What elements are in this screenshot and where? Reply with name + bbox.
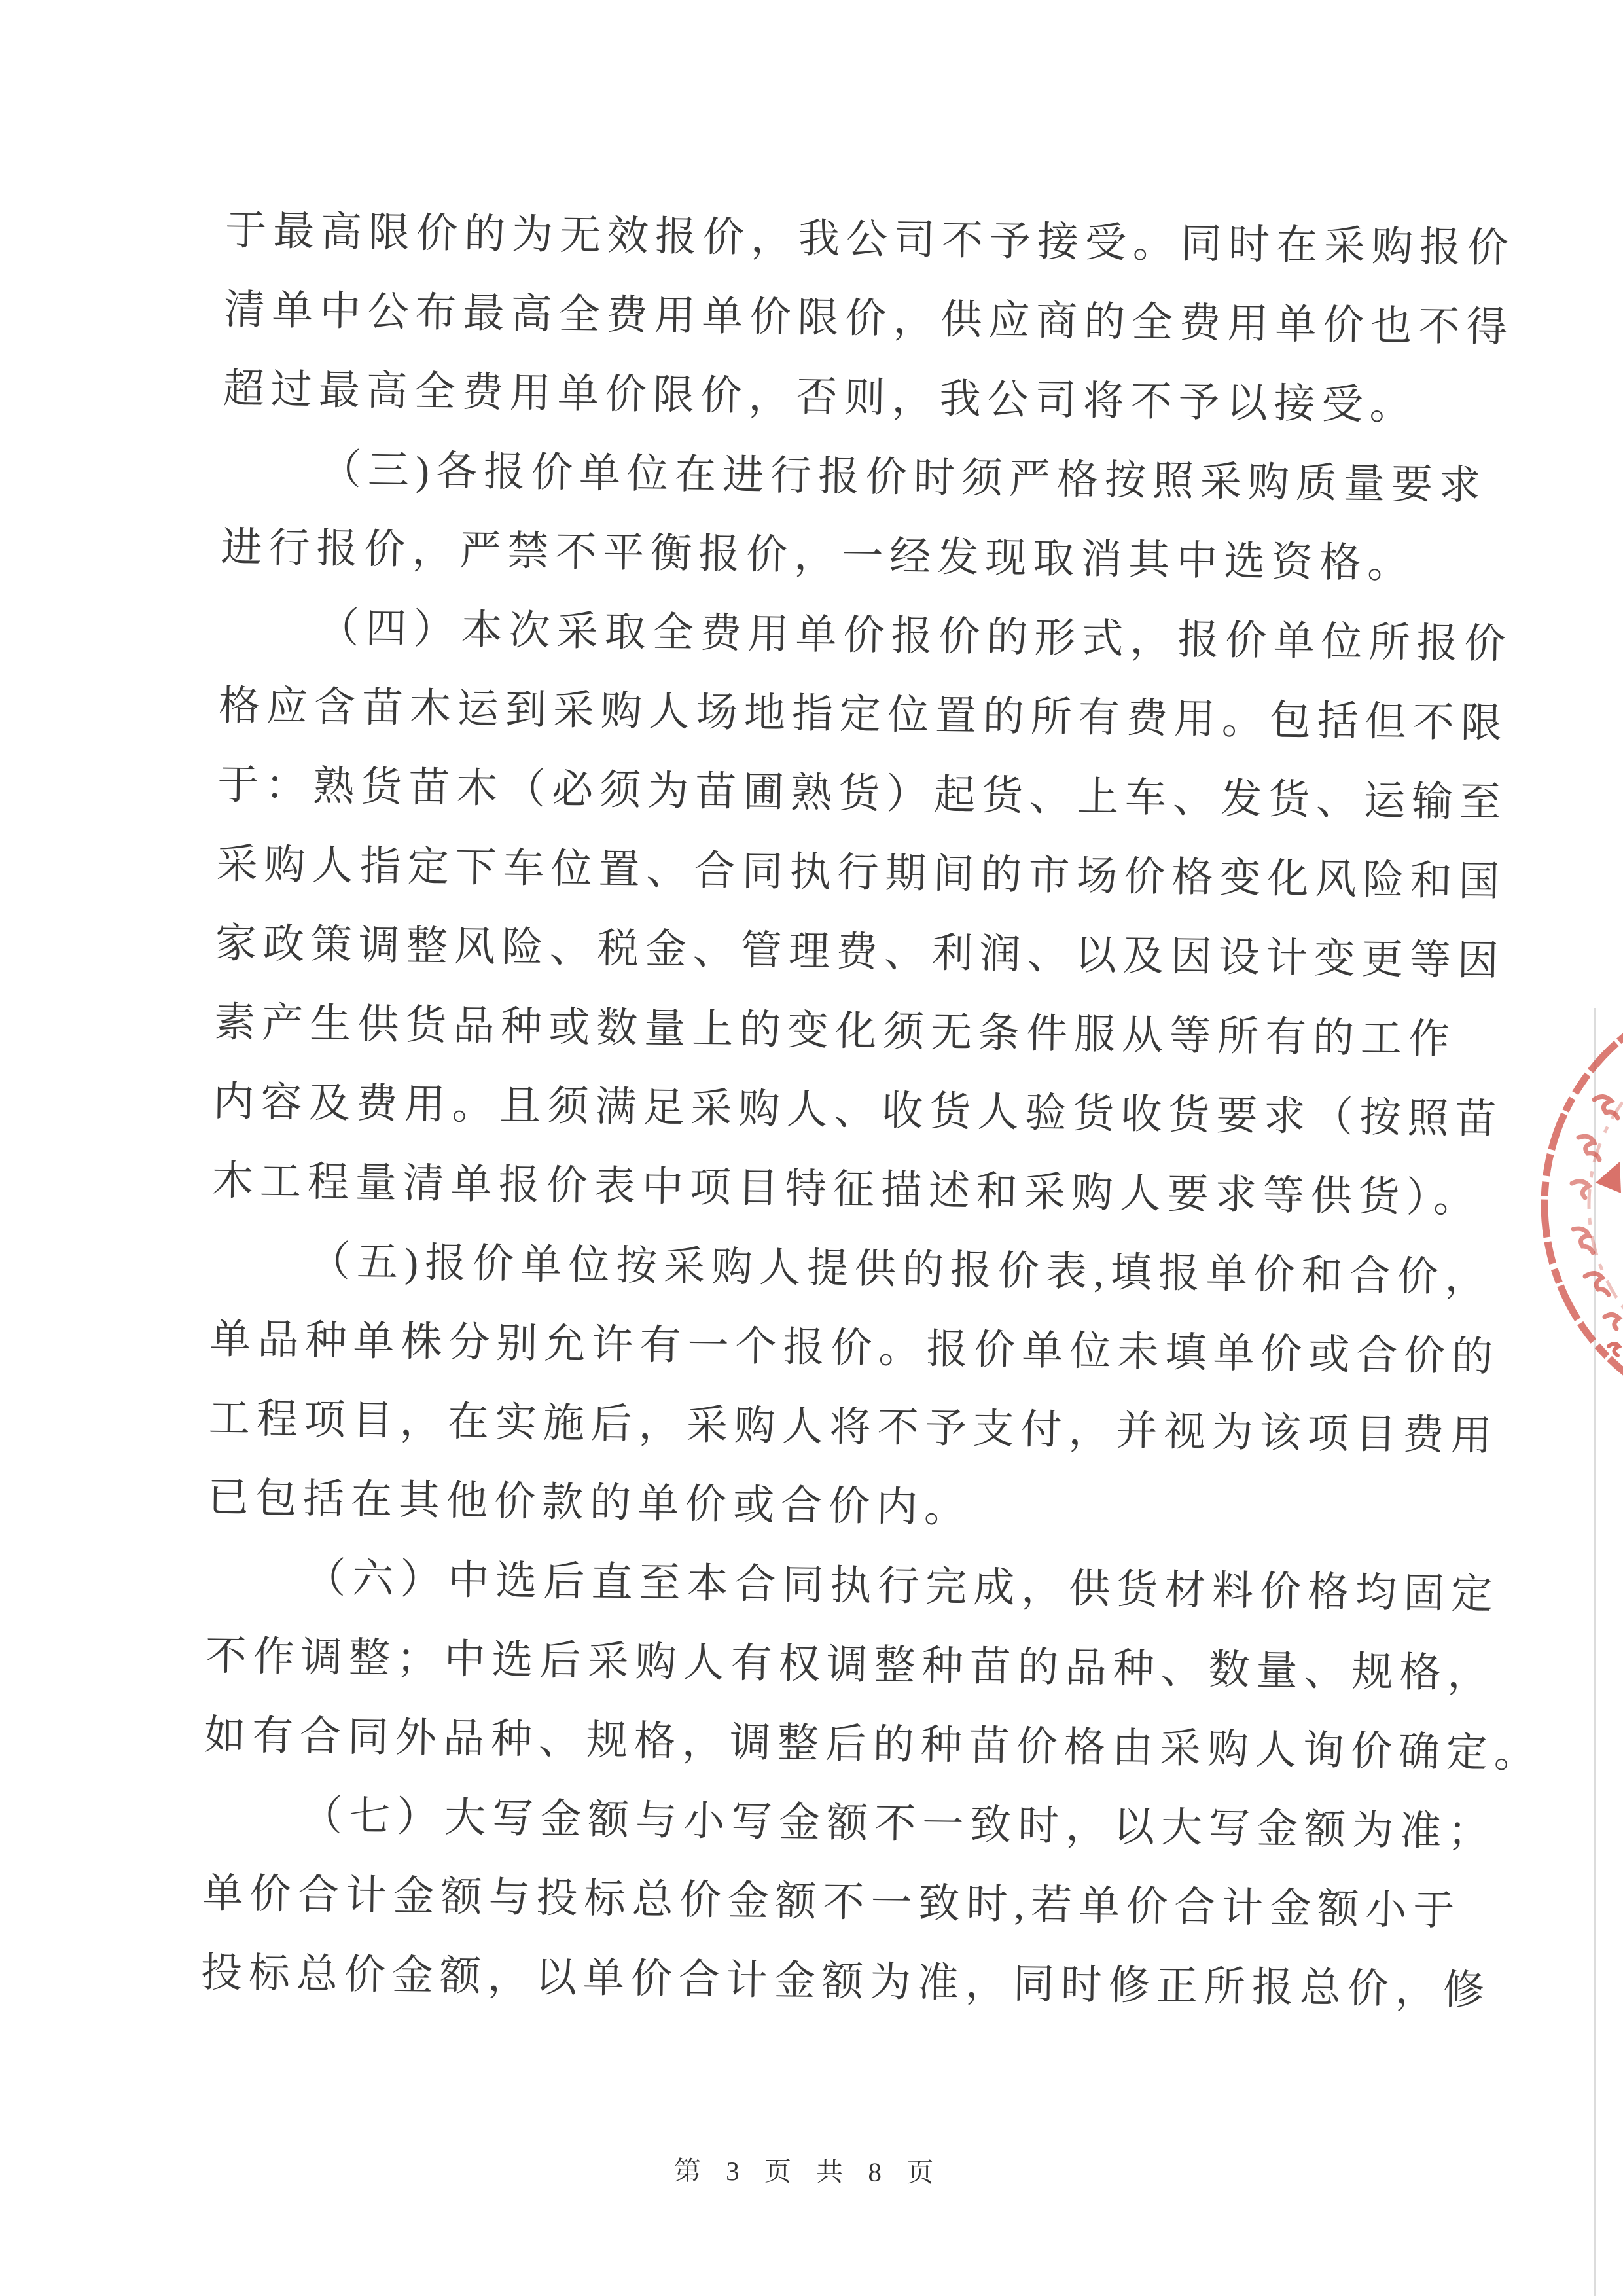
text-line-clause-4: （四）本次采取全费用单价报价的形式，报价单位所报价 [317, 605, 1513, 668]
text-line: 进行报价，严禁不平衡报价，一经发现取消其中选资格。 [220, 524, 1416, 587]
text-line: 单价合计金额与投标总价金额不一致时,若单价合计金额小于 [202, 1870, 1461, 1934]
text-line: 单品种单株分别允许有一个报价。报价单位未填单价或合价的 [209, 1316, 1500, 1380]
text-line: 木工程量清单报价表中项目特征描述和采购人要求等供货）。 [211, 1157, 1482, 1221]
text-line-clause-6: （六）中选后直至本合同执行完成，供货材料价格均固定 [304, 1554, 1499, 1618]
text-line: 于最高限价的为无效报价，我公司不予接受。同时在采购报价 [224, 207, 1516, 272]
text-line-clause-5: （五)报价单位按采购人提供的报价表,填报单价和合价， [308, 1238, 1493, 1301]
text-line: 采购人指定下车位置、合同执行期间的市场价格变化风险和国 [216, 840, 1507, 905]
text-line: 如有合同外品种、规格，调整后的种苗价格由采购人询价确定。 [204, 1712, 1543, 1777]
text-line: 素产生供货品种或数量上的变化须无条件服从等所有的工作 [213, 999, 1457, 1063]
text-line: 于：熟货苗木（必须为苗圃熟货）起货、上车、发货、运输至 [217, 761, 1508, 826]
text-line: 已包括在其他价款的单价或合价内。 [207, 1474, 972, 1532]
text-line: 工程项目，在实施后，采购人将不予支付，并视为该项目费用 [208, 1395, 1499, 1460]
page-number: 第 3 页 共 8 页 [673, 2155, 943, 2188]
text-line: 清单中公布最高全费用单价限价，供应商的全费用单价也不得 [223, 286, 1514, 351]
document-text-block [200, 191, 1574, 2031]
text-line: 不作调整；中选后采购人有权调整种苗的品种、数量、规格， [205, 1632, 1496, 1697]
text-line: 超过最高全费用单价限价，否则，我公司将不予以接受。 [223, 365, 1418, 429]
text-line: 格应含苗木运到采购人场地指定位置的所有费用。包括但不限 [218, 682, 1509, 747]
text-line-clause-3: （三)各报价单位在进行报价时须严格按照采购质量要求 [319, 446, 1488, 509]
text-line: 投标总价金额，以单价合计金额为准，同时修正所报总价，修 [200, 1949, 1491, 2014]
text-line-clause-7: （七）大写金额与小写金额不一致时，以大写金额为准； [300, 1792, 1496, 1856]
text-line: 内容及费用。且须满足采购人、收货人验货收货要求（按照苗 [213, 1078, 1503, 1143]
text-line: 家政策调整风险、税金、管理费、利润、以及因设计变更等因 [215, 920, 1506, 984]
scan-edge-artifact [1594, 1008, 1596, 2296]
